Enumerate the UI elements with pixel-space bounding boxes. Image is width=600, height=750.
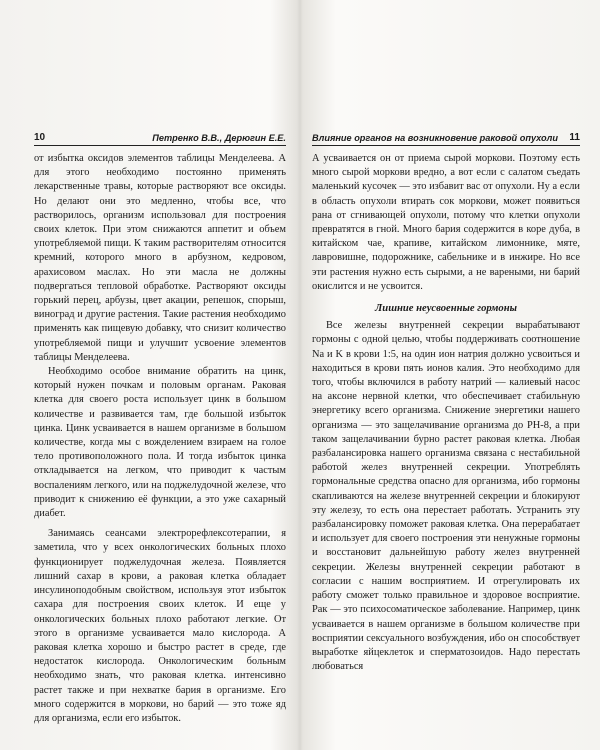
- section-heading: Лишние неусвоенные гормоны: [375, 303, 517, 315]
- left-page-body: [34, 152, 286, 726]
- paragraph: от избытка оксидов элементов таблицы Менделеева. А для этого необходимо постоянно применять лекарственные травы, которые растворяют все оксиды. Но делают они это медленно, чтобы все, что растворилось, организм использовал для построения своих клеток. При этом снижаются аппетит и объем употребляемой пищи. К таким растворителям относится кремний, которого много в арбузном, кедровом, арахисовом маслах. Но эти масла не должны подвергаться тепловой обработке. Растворяют оксиды горький перец, арбузы, цвет акации, репешок, спорыш, виноград и другие растения. Такие растения необходимо применять как пищевую добавку, что снизит количество употребляемой пищи и улучшит усвоение элементов таблицы Менделеева.: [34, 153, 286, 363]
- running-head: Петренко В.В., Дерюгин Е.Е.: [152, 133, 286, 143]
- paragraph: Необходимо особое внимание обратить на цинк, который нужен почкам и половым органам. Раковая клетка для своего роста использует цинк в большом количестве и развивается там, где большой избыток цинка. Цинк усваивается в нашем организме в большом количестве, когда мы с вожделением взираем на голое тело противоположного пола. И тогда избыток цинка откладывается на легком, что приводит к частым воспалениям легкого, или на поджелудочной железе, что приводит к снижению её функции, а это уже сахарный диабет.: [34, 366, 286, 520]
- paragraph: Все железы внутренней секреции вырабатывают гормоны с одной целью, чтобы поддерживать соотношение Na и K в крови 1:5, на один ион натрия должно усвоиться и находиться в крови пять ионов калия. Это необходимо для того, чтобы включился в работу натрий — калиевый насос на аксоне нервной клетки, что обеспечивает стабильную энергетику всего организма. Снижение энергетики нашего организма — это защелачивание организма до PH-8, а при таком защелачивании бурно растет раковая клетка. Любая разбалансировка нашего организма связана с нестабильной работой желез внутренней секреции. Употреблять гормональные средства опасно для организма, ибо гормоны скапливаются на железе внутренней секреции и блокируют эту железу, то есть она перестает работать. Устранить эту разбалансировку поможет раковая клетка. Она перерабатает и использует для своего построения эти ненужные гормоны и восстановит дальнейшую работу желез внутренней секреции. Железы внутренней секреции работают в согласии с нашим восприятием. И отрегулировать их работу сможет только правильное и здоровое восприятие. Рак — это психосоматическое заболевание. Например, цинк усваивается в нашем организме в большом количестве при восприятии сексуального возбуждения, ибо он способствует выработке яйцеклеток и сперматозоидов. Надо перестать любоваться: [312, 320, 580, 673]
- page-number: 10: [34, 132, 46, 143]
- page-number: 11: [569, 132, 580, 143]
- right-page-header: [312, 128, 580, 146]
- right-page-body: [312, 152, 580, 674]
- paragraph: А усваивается он от приема сырой моркови. Поэтому есть много сырой моркови вредно, а вот если с салатом съедать маленький кусочек — это избавит вас от опухоли. Ну а если в область опухоли втирать сок моркови, может появиться рана от сгнивающей опухоли, потому что клетки опухоли превратятся в гной. Много бария содержится в коре дуба, в китайском чае, крапиве, китайском лимоннике, мяте, лавровишне, подорожнике, сабельнике и в инжире. Но все эти растения нужно есть сырыми, а не вареными, ни барий окислится и не усвоится.: [312, 153, 580, 292]
- running-head: Влияние органов на возникновение раковой опухоли: [312, 133, 558, 143]
- left-page: [0, 0, 298, 750]
- left-page-header: [34, 128, 286, 146]
- right-page: [302, 0, 600, 750]
- paragraph: Занимаясь сеансами электрорефлексотерапии, я заметила, что у всех онкологических больных плохо функционирует поджелудочная железа. Появляется лишний сахар в крови, а раковая клетка обладает инсулиноподобным свойством, используя этот избыток сахара для построения своих клеток. И еще у онкологических больных плохо работают легкие. От этого в организме усваивается мало кислорода. А раковая клетка хорошо и быстро растет в среде, где недостаток кислорода. Онкологическим больным необходимо знать, что раковая клетка. интенсивно растет также и при нехватке бария в организме. Его много содержится в моркови, но барий — это тоже яд для организма, если его избыток.: [34, 528, 286, 724]
